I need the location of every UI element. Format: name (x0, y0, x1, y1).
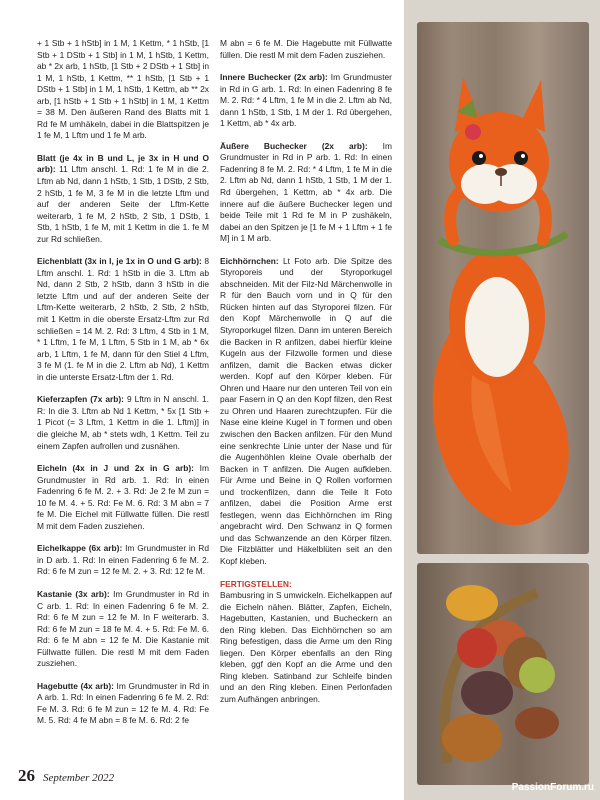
intro-paragraph: + 1 Stb + 1 hStb] in 1 M, 1 Kettm, * 1 hStb, [1 Stb + 1 DStb + 1 Stb] in 1 M, 1 hStb, 1 Kettm, ab * 2x arb, 1 hStb, [1 Stb + 2 DStb + 1 Stb] in 1 M, 1 hStb, 1 Kettm, ** 1 hStb, [1 Stb + 1 DStb + 1 Stb] in 1 M, 1 hStb, 1 Kettm, ab ** 2x arb, [1 hStb + 1 Stb + 1 hStb] in 1 M, 1 Kettm = 38 M. Den äußeren Rand des Blatts mit 1 Rd fe M umhäkeln, dabei in die Blattspitzen je 1 fe M, 1 Lftm und 1 fe M arb. (37, 38, 209, 141)
wreath-illustration (417, 563, 589, 785)
kiefernzapfen-paragraph: Kieferzapfen (7x arb): 9 Lftm in N anschl. 1. R: In die 3. Lftm ab Nd 1 Kettm, * 5x [1 Stb + 1 Picot (= 3 Lftm, 1 Kettm in die 1. Lftm)] in die gleiche M, ab * stets wdh, 1 Kettm. Teil zu einem Zapfen aufrollen und zusnähen. (37, 394, 209, 451)
eichenblatt-paragraph: Eichenblatt (3x in I, je 1x in O und G arb): 8 Lftm anschl. 1. Rd: 1 hStb in die 3. Lftm ab Nd, dann 2 Stb, 2 hStb, dann 3 hStb in die letzte Lftm und auf der anderen Seite der Lftm-Kette weiterarb, 2 hStb, 2 Stb, 2 hStb, mit 1 Kettm in die oberste Ersatz-Lftm zur Rd schließen = 14 M. 2. Rd: 3 Lftm, 4 Stb in 1 M, * 1 Lftm, 1 fe M, 1 Lftm, 5 Stb in 1 M, ab * 6x arb, 1 Lftm, 1 fe M, dann für den Stiel 4 Lftm, 3 fe M (1. fe M in die 2. Lftm ab Nd), 1 Kettm in die unterste Ersatz-Lftm der 1. Rd. (37, 256, 209, 382)
blatt-paragraph: Blatt (je 4x in B und L, je 3x in H und O arb): 11 Lftm anschl. 1. Rd: 1 fe M in die 2. Lftm ab Nd, dann 1 hStb, 1 Stb, 1 DStb, 2 Stb, 2 hStb, 1 fe M, 3 fe M in die letzte Lftm und auf der anderen Seite der Lftm-Kette weiterarb, 1 fe M, 2 hStb, 2 Stb, 1 DStb, 1 Stb, 1 hStb, 1 fe M, mit 1 Kettm in die 1. fe M zur Rd schließen. (37, 152, 209, 244)
eichhoernchen-paragraph: Eichhörnchen: Lt Foto arb. Die Spitze des Styroporeis und der Styroporkugel abschneiden. Mit der Filz-Nd Märchenwolle in R für den Bauch vorn und in Q für den Rücken hinten auf das Styroporei filzen. Für den Kopf Märchenwolle in Q auf die Styroporkugel filzen. Dann im unteren Bereich die Backen in R anfilzen, dabei hierfür kleine Kugeln aus der Filzwolle formen und diese anfilzen, damit die Backen etwas dicker werden. Kopf auf den Körper kleben. Für Ohren und Haare nur den unteren Teil von ein paar Fasern in Q an den Kopf filzen, den Rest zu Ohren und Haaren zurechtzupfen. Für die Nase eine kleine Kugel in T formen und oben zwischen den Backen anfilzen. Für den Mund eine senkrechte Linie unter der Nase und für die Augenhöhlen kleine Ovale oberhalb der Backen in T anfilzen. Die Augen aufkleben. Für Arme und Beine in Q Rollen vorformen und trockenfilzen, dann die Teile lt Foto anfilzen, dabei die Position Arme erst festlegen, wenn das Eichhörnchen im Ring angebracht wird. Den Schwanz in Q formen und das Schwanzende an den Körper filzen. Die Filzblätter und Häkelblüten seit an den Kopf kleben. (220, 255, 392, 566)
innere-buchecker-paragraph: Innere Buchecker (2x arb): Im Grundmuster in Rd in G arb. 1. Rd: In einen Fadenring 8 fe M. 2. Rd: * 4 Lftm, 1 fe M in die 2. Lftm ab Nd, dann 1 hStb, 1 Stb, 1 M der 1. Rd übergehen, 1 Kettm, ab * 4x arb. (220, 72, 392, 129)
wreath-detail-photo (417, 563, 589, 785)
page-number: 26 (18, 766, 35, 785)
kastanie-paragraph: Kastanie (3x arb): Im Grundmuster in Rd in C arb. 1. Rd: In einen Fadenring 6 fe M. 2. Rd: 6 fe M zun = 12 fe M. In F weiterarb. 3. Rd: 6 fe M zun = 18 fe M. 4. + 5. Rd: Fe M. 6. Rd: 6 fe M abn = 12 fe M. Die Kastanie mit Füllwatte füllen. Die restl M mit dem Faden zusziehen. (37, 588, 210, 669)
squirrel-photo (417, 22, 589, 554)
eicheln-paragraph: Eicheln (4x in J und 2x in G arb): Im Grundmuster in Rd arb. 1. Rd: In einen Fadenring 6 fe M. 2. + 3. Rd: Je 2 fe M zun = 10 fe M. 4. + 5. Rd: Fe M. 6. Rd: 3 M abn = 7 fe M. Die Eichel mit Füllwatte füllen. Die restl M mit dem Faden zusziehen. (37, 463, 209, 531)
eichelkappe-paragraph: Eichelkappe (6x arb): Im Grundmuster in Rd in D arb. 1. Rd: In einen Fadenring 6 fe M. 2. Rd: 6 fe M zun = 12 fe M. 2. + 3. Rd: 12 fe M. (37, 543, 209, 577)
squirrel-illustration (417, 22, 589, 554)
watermark: PassionForum.ru (511, 782, 594, 793)
fertigstellen-heading: FERTIGSTELLEN: (220, 578, 292, 589)
page-footer (18, 766, 114, 786)
fertigstellen-paragraph: Bambusring in S umwickeln. Eichelkappen auf die Eicheln nähen. Blätter, Zapfen, Eicheln, Hagebutten, Kastanien, und Bucheckern an den Ring kleben. Das Eichhörnchen so am Ring befestigen, dass die Arme um den Ring liegen. Den Körper ebenfalls an den Ring kleben, ggf den Kopf an die Arme und den Ring kleben. Satinband zur Schleife binden und an den Ring kleben. Einen Perlonfaden zum Aufhängen anbringen. (220, 590, 392, 704)
hagebutte-continued: M abn = 6 fe M. Die Hagebutte mit Füllwatte füllen. Die restl M mit dem Faden zusziehen. (220, 38, 392, 60)
photo-column (404, 0, 600, 800)
hagebutte-paragraph: Hagebutte (4x arb): Im Grundmuster in Rd in A arb. 1. Rd: In einen Fadenring 6 fe M. 2. Rd: Fe M. 3. Rd: 6 fe M zun = 12 fe M. 4. Rd: Fe M. 5. Rd: 4 fe M abn = 8 fe M. 6. Rd: 2 fe (37, 680, 209, 726)
aeussere-buchecker-paragraph: Äußere Buchecker (2x arb): Im Grundmuster in Rd in P arb. 1. Rd: In einen Fadenring 8 fe M. 2. Rd: * 4 Lftm, 1 fe M in die 2. Lftm ab Nd, dann 1 hStb, 1 Stb, 1 M der 1. Rd übergehen, 1 Kettm, ab * 4x arb. Die innere auf die äußere Buchecker legen und beide Teile mit 1 Rd fe M in P zushäkeln, dabei an den Spitzen je [1 fe M + 1 Lftm + 1 fe M] in 1 M arb. (220, 140, 392, 244)
text-column-right (220, 38, 392, 706)
issue-date: September 2022 (43, 772, 115, 784)
text-column-left (37, 38, 209, 727)
